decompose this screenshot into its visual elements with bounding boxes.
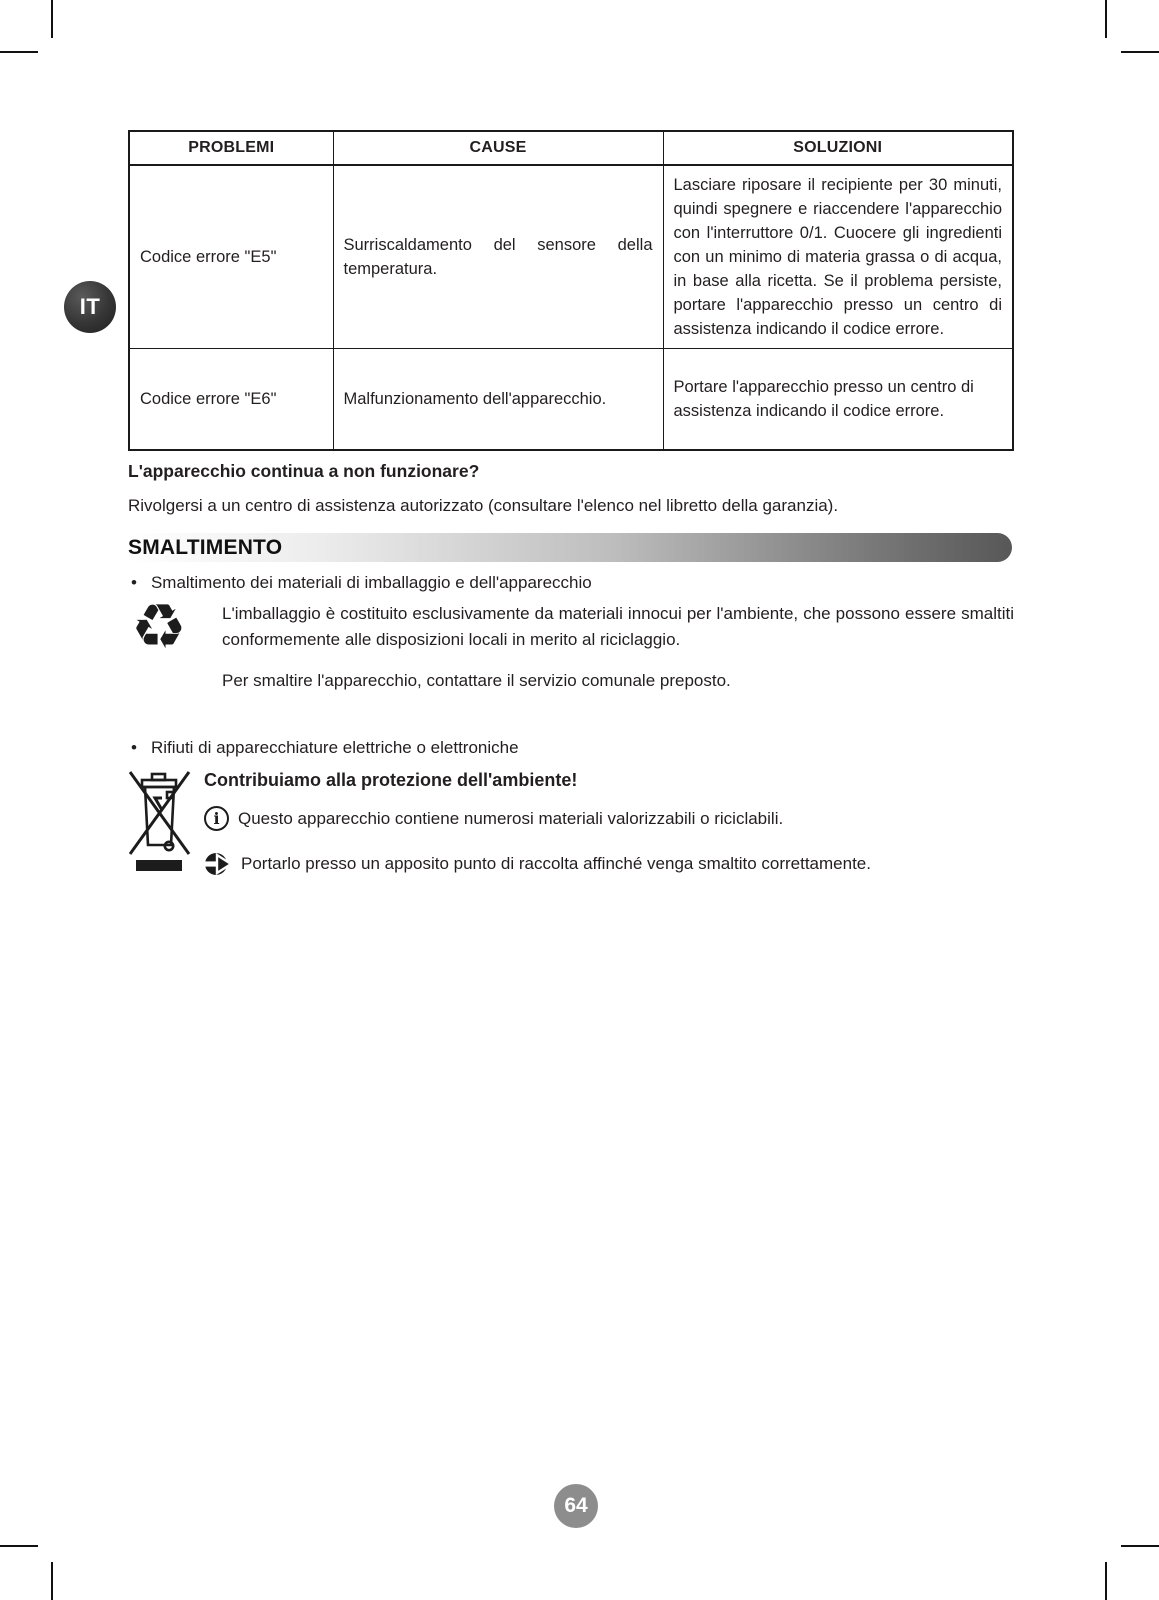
cause-cell-e6: Malfunzionamento dell'apparecchio.: [333, 348, 663, 450]
crop-mark-bottom-right-horizontal: [1121, 1545, 1159, 1547]
table-header-row: [129, 131, 1013, 165]
language-badge: [64, 281, 116, 333]
weee-line-2: [204, 851, 871, 877]
cause-cell-e5: Surriscaldamento del sensore della temperatura.: [333, 165, 663, 348]
crop-mark-top-right-horizontal: [1121, 51, 1159, 53]
bullet-label: Rifiuti di apparecchiature elettriche o elettroniche: [150, 738, 519, 757]
bullet-item-packaging: [131, 571, 592, 595]
bullet-dot: •: [131, 573, 137, 592]
weee-line-2-text: Portarlo presso un apposito punto di raccolta affinché venga smaltito correttamente.: [241, 854, 871, 873]
crop-mark-top-right-vertical: [1105, 0, 1107, 38]
troubleshooting-table: [128, 130, 1014, 451]
bullet-dot: •: [131, 738, 137, 757]
language-badge-label: IT: [79, 294, 101, 319]
page-number-badge: [554, 1484, 598, 1528]
weee-bin-icon: [129, 766, 193, 872]
weee-line-1-text: Questo apparecchio contiene numerosi materiali valorizzabili o riciclabili.: [238, 808, 784, 828]
table-row: [129, 348, 1013, 450]
bullet-label: Smaltimento dei materiali di imballaggio e dell'apparecchio: [150, 573, 592, 592]
table-row: [129, 165, 1013, 348]
still-not-working-body: Rivolgersi a un centro di assistenza autorizzato (consultare l'elenco nel libretto della garanzia).: [128, 496, 839, 515]
problem-cell-e6: Codice errore "E6": [129, 348, 333, 450]
crop-mark-bottom-left-horizontal: [0, 1545, 38, 1547]
crop-mark-bottom-right-vertical: [1105, 1562, 1107, 1600]
weee-heading: Contribuiamo alla protezione dell'ambiente!: [204, 770, 578, 790]
still-not-working-heading: L'apparecchio continua a non funzionare?: [128, 461, 480, 481]
solution-cell-e5: Lasciare riposare il recipiente per 30 minuti, quindi spegnere e riaccendere l'apparecchio con l'interruttore 0/1. Cuocere gli ingredienti con un minimo di materia grassa o di acqua, in base alla ricetta. Se il problema persiste, portare l'apparecchio presso un centro di assistenza indicando il codice errore.: [663, 165, 1013, 348]
page-number: 64: [564, 1494, 588, 1517]
section-title: SMALTIMENTO: [128, 535, 283, 559]
problem-cell-e5: Codice errore "E5": [129, 165, 333, 348]
crop-mark-bottom-left-vertical: [51, 1562, 53, 1600]
column-header-cause: CAUSE: [333, 131, 663, 165]
solution-cell-e6: Portare l'apparecchio presso un centro di assistenza indicando il codice errore.: [663, 348, 1013, 450]
recycle-icon: ♻: [131, 590, 187, 663]
info-icon: i: [204, 806, 229, 831]
column-header-soluzioni: SOLUZIONI: [663, 131, 1013, 165]
packaging-text: L'imballaggio è costituito esclusivamente da materiali innocui per l'ambiente, che possono essere smaltiti conformemente alle disposizioni locali in merito al riciclaggio.: [222, 604, 1014, 649]
arrow-icon: [204, 851, 232, 877]
section-header-smaltimento: [128, 533, 1012, 562]
column-header-problemi: PROBLEMI: [129, 131, 333, 165]
bullet-item-weee: [131, 736, 519, 760]
weee-line-1: [204, 806, 783, 831]
appliance-disposal-text: Per smaltire l'apparecchio, contattare il servizio comunale preposto.: [222, 671, 731, 690]
crop-mark-top-left-vertical: [51, 0, 53, 38]
crop-mark-top-left-horizontal: [0, 51, 38, 53]
